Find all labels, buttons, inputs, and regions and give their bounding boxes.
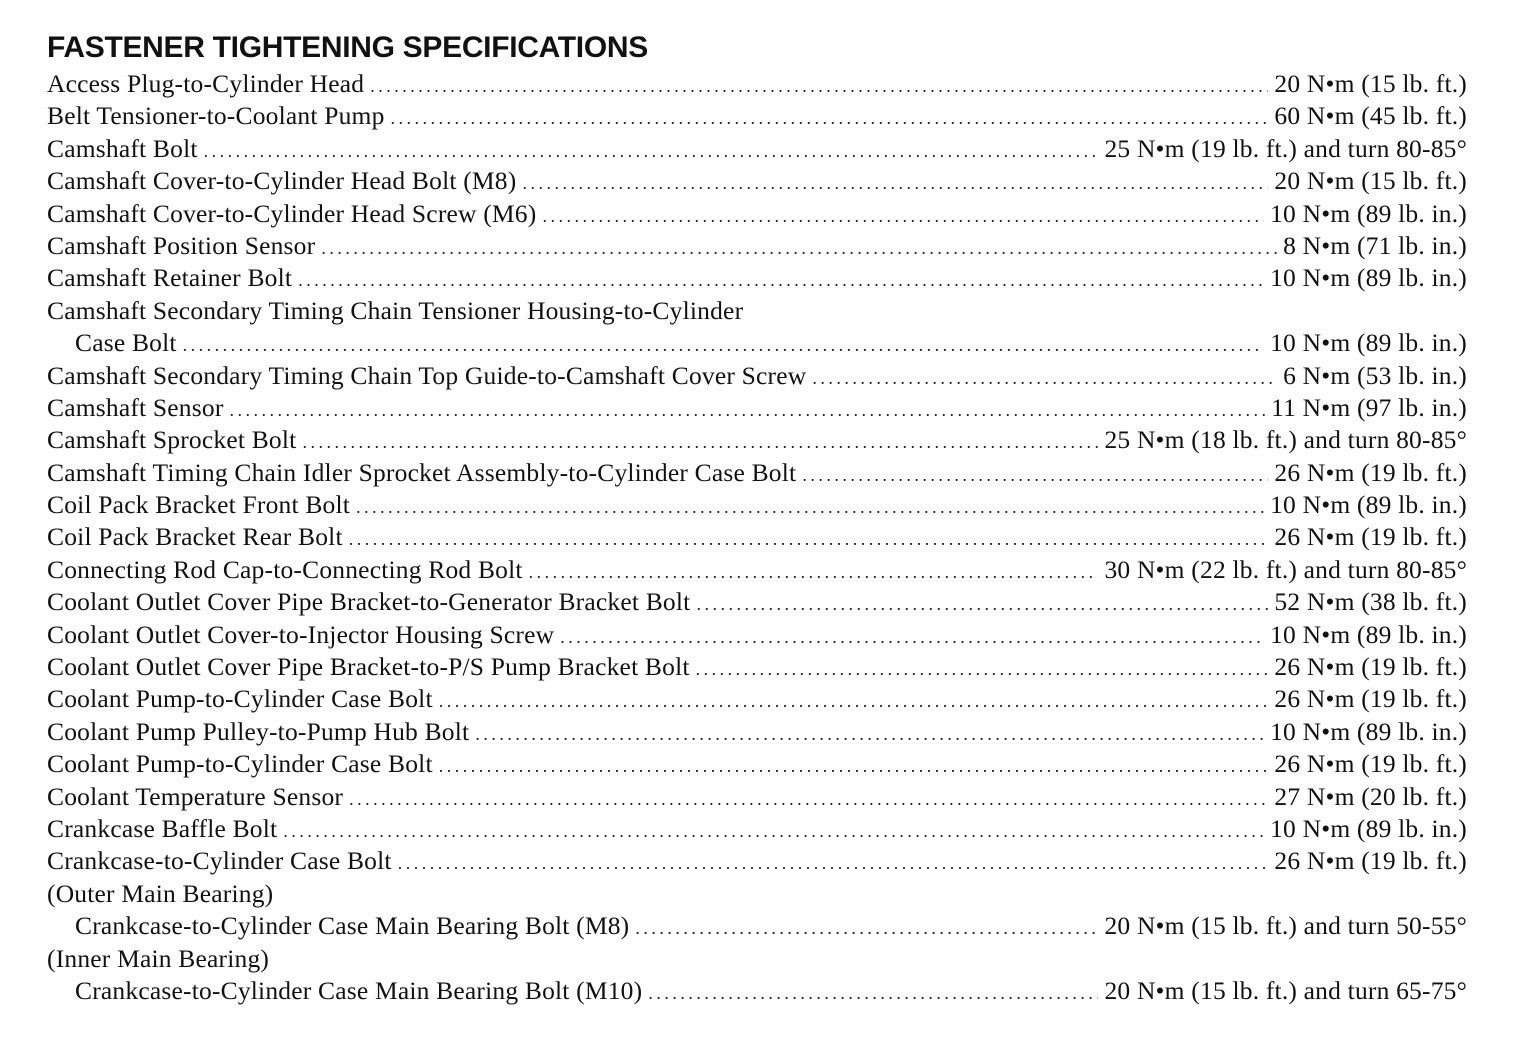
spec-row xyxy=(47,975,1467,1007)
spec-label: Coil Pack Bracket Rear Bolt xyxy=(47,522,343,552)
spec-page xyxy=(47,28,1467,1007)
spec-value: 6 N•m (53 lb. in.) xyxy=(1283,360,1467,390)
spec-row xyxy=(47,845,1467,877)
spec-label: Camshaft Bolt xyxy=(47,133,198,163)
spec-row xyxy=(47,521,1467,553)
spec-label: Connecting Rod Cap-to-Connecting Rod Bolt xyxy=(47,554,523,584)
spec-label: (Outer Main Bearing) xyxy=(47,878,274,908)
dot-leader xyxy=(204,135,1099,167)
spec-label: Crankcase Baffle Bolt xyxy=(47,813,278,843)
spec-label: Belt Tensioner-to-Coolant Pump xyxy=(47,101,385,131)
dot-leader xyxy=(183,329,1264,361)
spec-value: 52 N•m (38 lb. ft.) xyxy=(1274,587,1467,617)
dot-leader xyxy=(529,556,1099,588)
dot-leader xyxy=(439,750,1269,782)
spec-label: Crankcase-to-Cylinder Case Main Bearing Bolt (M8) xyxy=(75,911,630,941)
spec-value: 20 N•m (15 lb. ft.) xyxy=(1274,69,1467,98)
spec-label: Camshaft Cover-to-Cylinder Head Screw (M6) xyxy=(47,198,537,228)
spec-row xyxy=(47,327,1467,359)
spec-value: 10 N•m (89 lb. in.) xyxy=(1270,328,1467,358)
spec-value: 20 N•m (15 lb. ft.) and turn 50-55° xyxy=(1104,911,1467,941)
page-title: FASTENER TIGHTENING SPECIFICATIONS xyxy=(47,31,648,64)
spec-row xyxy=(47,198,1467,230)
dot-leader xyxy=(522,167,1268,199)
spec-value: 10 N•m (89 lb. in.) xyxy=(1270,198,1467,228)
spec-value: 26 N•m (19 lb. ft.) xyxy=(1274,652,1467,682)
spec-label: Crankcase-to-Cylinder Case Bolt xyxy=(47,846,392,876)
dot-leader xyxy=(560,621,1264,653)
spec-value: 26 N•m (19 lb. ft.) xyxy=(1274,522,1467,552)
dot-leader xyxy=(283,815,1264,847)
spec-row xyxy=(47,716,1467,748)
spec-row xyxy=(47,360,1467,392)
spec-label: Camshaft Secondary Timing Chain Tensioner Housing-to-Cylinder xyxy=(47,295,744,325)
spec-row xyxy=(47,424,1467,456)
spec-value: 26 N•m (19 lb. ft.) xyxy=(1274,846,1467,876)
spec-row xyxy=(47,100,1467,132)
spec-label: Crankcase-to-Cylinder Case Main Bearing Bolt (M10) xyxy=(75,975,643,1005)
spec-value: 25 N•m (18 lb. ft.) and turn 80-85° xyxy=(1104,425,1467,455)
dot-leader xyxy=(298,264,1264,296)
spec-value: 10 N•m (89 lb. in.) xyxy=(1270,490,1467,520)
spec-row-heading xyxy=(47,878,1467,910)
spec-value: 26 N•m (19 lb. ft.) xyxy=(1274,749,1467,779)
spec-value: 30 N•m (22 lb. ft.) and turn 80-85° xyxy=(1104,554,1467,584)
spec-value: 10 N•m (89 lb. in.) xyxy=(1270,813,1467,843)
dot-leader xyxy=(398,847,1269,879)
dot-leader xyxy=(230,394,1266,426)
spec-value: 20 N•m (15 lb. ft.) xyxy=(1274,166,1467,196)
dot-leader xyxy=(349,523,1269,555)
spec-label: Coolant Pump Pulley-to-Pump Hub Bolt xyxy=(47,716,470,746)
dot-leader xyxy=(391,102,1269,134)
spec-label: Coolant Outlet Cover Pipe Bracket-to-P/S Pump Bracket Bolt xyxy=(47,652,690,682)
spec-row xyxy=(47,619,1467,651)
dot-leader xyxy=(439,685,1269,717)
spec-row xyxy=(47,133,1467,165)
dot-leader xyxy=(812,362,1277,394)
dot-leader xyxy=(349,783,1268,815)
spec-value: 60 N•m (45 lb. ft.) xyxy=(1274,101,1467,131)
spec-value: 10 N•m (89 lb. in.) xyxy=(1270,716,1467,746)
spec-row xyxy=(47,748,1467,780)
spec-label: Camshaft Secondary Timing Chain Top Guide-to-Camshaft Cover Screw xyxy=(47,360,807,390)
spec-label: Access Plug-to-Cylinder Head xyxy=(47,69,365,98)
spec-label: Coolant Pump-to-Cylinder Case Bolt xyxy=(47,684,433,714)
dot-leader xyxy=(648,977,1098,1009)
spec-value: 27 N•m (20 lb. ft.) xyxy=(1274,781,1467,811)
spec-value: 8 N•m (71 lb. in.) xyxy=(1283,230,1467,260)
spec-row xyxy=(47,392,1467,424)
spec-label: Coolant Outlet Cover-to-Injector Housing Screw xyxy=(47,619,555,649)
spec-value: 10 N•m (89 lb. in.) xyxy=(1270,619,1467,649)
dot-leader xyxy=(321,232,1277,264)
dot-leader xyxy=(356,491,1264,523)
spec-row xyxy=(47,489,1467,521)
spec-label: Camshaft Position Sensor xyxy=(47,230,316,260)
dot-leader xyxy=(302,426,1098,458)
spec-row xyxy=(47,651,1467,683)
spec-label: Camshaft Sprocket Bolt xyxy=(47,425,297,455)
dot-leader xyxy=(542,200,1264,232)
spec-value: 25 N•m (19 lb. ft.) and turn 80-85° xyxy=(1104,133,1467,163)
dot-leader xyxy=(475,718,1264,750)
spec-list xyxy=(47,68,1467,1007)
spec-row xyxy=(47,554,1467,586)
spec-label: Coolant Temperature Sensor xyxy=(47,781,344,811)
spec-value: 11 N•m (97 lb. in.) xyxy=(1271,392,1467,422)
spec-label: (Inner Main Bearing) xyxy=(47,943,270,973)
dot-leader xyxy=(802,459,1268,491)
dot-leader xyxy=(696,588,1268,620)
spec-value: 20 N•m (15 lb. ft.) and turn 65-75° xyxy=(1104,975,1467,1005)
spec-row-heading xyxy=(47,943,1467,975)
spec-label: Camshaft Retainer Bolt xyxy=(47,263,293,293)
spec-row xyxy=(47,586,1467,618)
spec-row xyxy=(47,781,1467,813)
spec-row xyxy=(47,683,1467,715)
spec-row xyxy=(47,262,1467,294)
spec-row xyxy=(47,230,1467,262)
spec-value: 10 N•m (89 lb. in.) xyxy=(1270,263,1467,293)
spec-value: 26 N•m (19 lb. ft.) xyxy=(1274,457,1467,487)
spec-label: Camshaft Sensor xyxy=(47,392,224,422)
dot-leader xyxy=(696,653,1269,685)
spec-row xyxy=(47,457,1467,489)
spec-label: Coolant Pump-to-Cylinder Case Bolt xyxy=(47,749,433,779)
spec-row xyxy=(47,68,1467,100)
spec-row xyxy=(47,910,1467,942)
dot-leader xyxy=(370,70,1268,102)
spec-row xyxy=(47,813,1467,845)
spec-label: Camshaft Timing Chain Idler Sprocket Assembly-to-Cylinder Case Bolt xyxy=(47,457,797,487)
spec-row xyxy=(47,165,1467,197)
spec-label: Coolant Outlet Cover Pipe Bracket-to-Generator Bracket Bolt xyxy=(47,587,691,617)
spec-label: Case Bolt xyxy=(75,328,177,358)
spec-label: Coil Pack Bracket Front Bolt xyxy=(47,490,351,520)
spec-label: Camshaft Cover-to-Cylinder Head Bolt (M8) xyxy=(47,166,517,196)
dot-leader xyxy=(635,912,1098,944)
spec-value: 26 N•m (19 lb. ft.) xyxy=(1274,684,1467,714)
spec-row-heading xyxy=(47,295,1467,327)
